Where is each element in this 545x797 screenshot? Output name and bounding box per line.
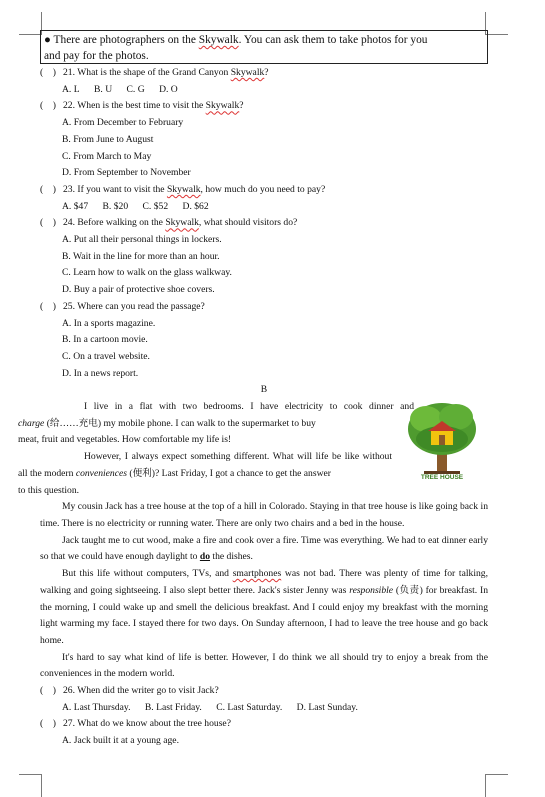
question-25 <box>40 299 488 316</box>
question-24 <box>40 215 488 232</box>
option-d: D. Last Sunday. <box>296 701 358 713</box>
option-b: B. U <box>94 83 113 95</box>
question-stem: If you want to visit the <box>77 183 165 195</box>
do-word: do <box>199 551 211 563</box>
option-a: A. $47 <box>62 200 89 212</box>
question-number: 27. <box>63 718 75 730</box>
answer-blank[interactable]: ( ) <box>40 718 56 730</box>
skywalk-term: Skywalk <box>165 217 199 229</box>
option-b: B. From June to August <box>62 133 154 145</box>
question-26 <box>40 683 488 700</box>
p2-line3: to this question. <box>18 484 80 496</box>
answer-blank[interactable]: ( ) <box>40 217 56 229</box>
paragraph-4 <box>40 533 488 566</box>
crop-mark-bottom-right <box>485 774 508 797</box>
skywalk-term: Skywalk <box>198 34 239 46</box>
question-stem: When did the writer go to visit Jack? <box>77 685 219 697</box>
option-c: C. From March to May <box>62 150 152 162</box>
skywalk-term: Skywalk <box>205 100 240 112</box>
p4-text-a: Jack taught me to cut wood, make a fire and cook over a fire. Time was everything. We had to eat dinner early so that we could have enough daylight to <box>40 534 488 563</box>
responsible-word: responsible <box>349 584 394 596</box>
option-b: B. Last Friday. <box>144 701 202 713</box>
option-a: A. Last Thursday. <box>62 701 131 713</box>
option-b: B. In a cartoon movie. <box>62 334 148 346</box>
option-d: D. $62 <box>182 200 209 212</box>
bullet-icon: ● <box>44 34 51 46</box>
question-stem: Where can you read the passage? <box>77 300 205 312</box>
question-stem-end: , what should visitors do? <box>198 217 298 229</box>
question-stem: Before walking on the <box>77 217 163 229</box>
option-d: D. Buy a pair of protective shoe covers. <box>62 284 215 296</box>
crop-mark-top-right <box>485 12 508 35</box>
option-a: A. Jack built it at a young age. <box>62 735 179 747</box>
p5-text-b: was not bad. There was plenty of time for talking, walking and going sightseeing. I also slept better there. Jack's sister Jenny was <box>40 568 488 596</box>
section-heading-b: B <box>260 384 268 396</box>
charge-word: charge <box>18 417 45 429</box>
notice-line1b: . You can ask them to take photos for you <box>238 34 428 46</box>
conveniences-word: conveniences <box>75 467 127 479</box>
p5-text-a: But this life without computers, TVs, and <box>62 568 229 580</box>
option-c: C. Learn how to walk on the glass walkway. <box>62 267 232 279</box>
p1-line3: meat, fruit and vegetables. How comfortable my life is! <box>18 434 232 446</box>
question-number: 23. <box>63 183 75 195</box>
tree-house-icon <box>404 399 480 481</box>
question-number: 26. <box>63 685 75 697</box>
paragraph-5 <box>40 566 488 650</box>
question-stem-end: , how much do you need to pay? <box>200 183 326 195</box>
option-a: A. From December to February <box>62 117 184 129</box>
skywalk-term: Skywalk <box>166 183 201 195</box>
options-23 <box>40 199 488 216</box>
question-stem: What do we know about the tree house? <box>77 718 231 730</box>
option-c: C. $52 <box>142 200 169 212</box>
notice-line2: and pay for the photos. <box>44 50 149 62</box>
p1-line2: my mobile phone. I can walk to the supermarket to buy <box>101 417 316 429</box>
question-stem: When is the best time to visit the <box>77 100 204 112</box>
paragraph-6: It's hard to say what kind of life is better. However, I do think we all should try to enjoy a break from the conveniences in the modern world. <box>40 651 488 680</box>
question-27 <box>40 716 488 733</box>
option-c: C. On a travel website. <box>62 350 150 362</box>
option-c: C. Last Saturday. <box>216 701 283 713</box>
p4-text-b: the dishes. <box>212 551 253 563</box>
question-stem-end: ? <box>264 67 269 78</box>
option-b: B. Wait in the line for more than an hour. <box>62 250 220 262</box>
responsible-gloss: (负责) <box>395 584 423 596</box>
p1-line1: I live in a flat with two bedrooms. I have electricity to cook dinner and <box>84 401 414 413</box>
option-d: D. O <box>159 83 178 95</box>
question-21 <box>40 65 488 82</box>
crop-mark-bottom-left <box>19 774 42 797</box>
notice-line1: There are photographers on the <box>53 34 196 46</box>
question-number: 22. <box>63 100 75 112</box>
answer-blank[interactable]: ( ) <box>40 685 56 697</box>
tree-house-label: TREE HOUSE <box>420 474 464 482</box>
options-26 <box>40 700 488 717</box>
answer-blank[interactable]: ( ) <box>40 300 56 312</box>
option-a: A. L <box>62 83 80 95</box>
photographer-notice-box <box>40 30 488 64</box>
question-number: 24. <box>63 217 75 229</box>
option-a: A. In a sports magazine. <box>62 317 156 329</box>
answer-blank[interactable]: ( ) <box>40 183 56 195</box>
p2-line2a: all the modern <box>18 467 74 479</box>
p5-text-c: for breakfast. In the morning, I could wake up and smell the delicious breakfast. And I could enjoy my breakfast with the morning light warming my face. I stayed there for two days. On Sunday afternoon, I had to leave the tree house and go back home. <box>40 584 488 646</box>
option-a: A. Put all their personal things in lockers. <box>62 234 222 246</box>
option-c: C. G <box>126 83 145 95</box>
crop-mark-top-left <box>19 12 42 35</box>
question-stem-end: ? <box>239 100 244 112</box>
question-22 <box>40 98 488 115</box>
charge-gloss: (给……充电) <box>44 417 102 429</box>
question-number: 25. <box>63 300 75 312</box>
skywalk-term: Skywalk <box>230 67 265 78</box>
answer-blank[interactable]: ( ) <box>40 100 56 112</box>
options-21 <box>40 82 488 99</box>
p2-line2b: (便利)? Last Friday, I got a chance to get the answer <box>129 467 331 479</box>
option-b: B. $20 <box>102 200 129 212</box>
p2-line1: However, I always expect something different. What will life be like without <box>84 451 392 463</box>
paragraph-3: My cousin Jack has a tree house at the top of a hill in Colorado. Staying in that tree house is like going back in time. There is no electricity or running water. There are only two chairs and a bed in the house. <box>40 501 488 529</box>
answer-blank[interactable]: ( ) <box>40 67 56 78</box>
question-23 <box>40 182 488 199</box>
question-stem: What is the shape of the Grand Canyon <box>77 67 229 78</box>
smartphones-word: smartphones <box>232 568 282 580</box>
reading-passage <box>18 399 488 683</box>
option-d: D. In a news report. <box>62 367 139 379</box>
option-d: D. From September to November <box>62 167 191 179</box>
question-column <box>18 65 488 750</box>
question-number: 21. <box>63 67 75 78</box>
